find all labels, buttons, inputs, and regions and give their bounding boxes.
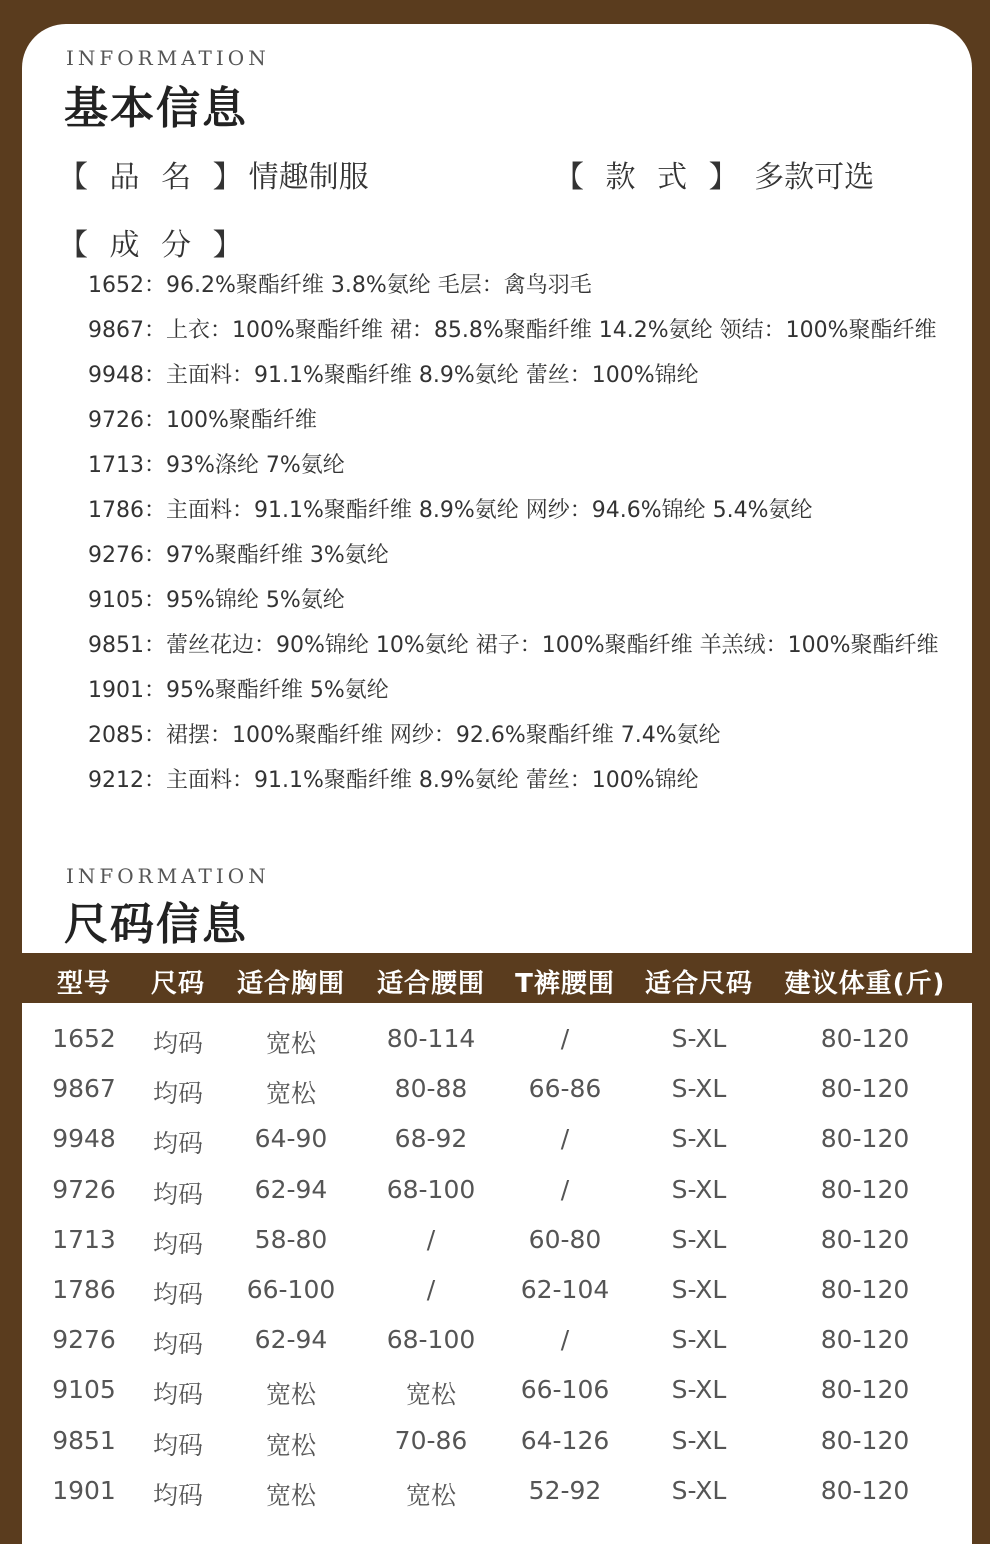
cell-weight: 80-120 <box>820 1174 910 1204</box>
cell-tback-waist: 64-126 <box>520 1425 610 1455</box>
cell-fit-size: S-XL <box>671 1425 727 1455</box>
cell-weight: 80-120 <box>820 1024 910 1053</box>
table-row <box>0 1317 990 1367</box>
product-name-label: 【 品 名 】 <box>58 160 249 195</box>
header-model: 型号 <box>56 969 112 999</box>
table-row <box>0 1267 990 1317</box>
cell-tback-waist: / <box>560 1325 570 1355</box>
composition-heading <box>58 220 249 264</box>
cell-waist: 68-100 <box>386 1325 476 1355</box>
cell-waist: / <box>426 1224 436 1254</box>
cell-model: 1652 <box>52 1024 116 1053</box>
cell-fit-size: S-XL <box>671 1274 727 1304</box>
size-info-title: 尺码信息 <box>64 899 248 950</box>
composition-item: 1786：主面料：91.1%聚酯纤维 8.9%氨纶 网纱：94.6%锦纶 5.4%氨纶 <box>88 498 813 523</box>
cell-size: 均码 <box>152 1029 204 1058</box>
cell-tback-waist: 66-106 <box>520 1375 610 1405</box>
cell-bust: 64-90 <box>254 1124 328 1154</box>
cell-bust: 宽松 <box>265 1430 317 1460</box>
cell-size: 均码 <box>152 1179 204 1209</box>
cell-size: 均码 <box>152 1480 204 1510</box>
table-row <box>0 1367 990 1417</box>
cell-size: 均码 <box>152 1330 204 1360</box>
composition-item: 1901：95%聚酯纤维 5%氨纶 <box>88 678 389 703</box>
table-row <box>0 1468 990 1518</box>
composition-item: 9726：100%聚酯纤维 <box>88 408 317 433</box>
composition-item: 9276：97%聚酯纤维 3%氨纶 <box>88 543 389 568</box>
cell-fit-size: S-XL <box>671 1124 727 1154</box>
cell-weight: 80-120 <box>820 1124 910 1154</box>
cell-tback-waist: 62-104 <box>520 1274 610 1304</box>
header-fit-size: 适合尺码 <box>644 969 754 999</box>
cell-weight: 80-120 <box>820 1325 910 1355</box>
cell-waist: 68-92 <box>394 1124 468 1154</box>
cell-model: 1713 <box>52 1224 116 1254</box>
cell-bust: 62-94 <box>254 1174 328 1204</box>
cell-bust: 58-80 <box>254 1224 328 1254</box>
cell-tback-waist: 52-92 <box>528 1475 602 1505</box>
cell-waist: / <box>426 1274 436 1304</box>
composition-list <box>88 270 968 810</box>
cell-fit-size: S-XL <box>671 1475 727 1505</box>
cell-model: 1901 <box>52 1475 116 1505</box>
cell-weight: 80-120 <box>820 1274 910 1304</box>
table-row <box>0 1418 990 1468</box>
cell-fit-size: S-XL <box>671 1074 727 1104</box>
table-row <box>0 1167 990 1217</box>
cell-tback-waist: 60-80 <box>528 1224 602 1254</box>
cell-bust: 宽松 <box>265 1079 317 1109</box>
composition-item: 1713：93%涤纶 7%氨纶 <box>88 453 345 478</box>
header-bust: 适合胸围 <box>236 969 346 999</box>
cell-waist: 80-114 <box>386 1024 476 1053</box>
composition-item: 9212：主面料：91.1%聚酯纤维 8.9%氨纶 蕾丝：100%锦纶 <box>88 768 699 793</box>
composition-item: 9851：蕾丝花边：90%锦纶 10%氨纶 裙子：100%聚酯纤维 羊羔绒：100%聚酯纤维 <box>88 633 939 658</box>
cell-bust: 宽松 <box>265 1029 317 1058</box>
style-value: 多款可选 <box>754 160 875 195</box>
cell-model: 9867 <box>52 1074 116 1104</box>
cell-size: 均码 <box>152 1279 204 1309</box>
cell-size: 均码 <box>152 1129 204 1159</box>
size-info-eyebrow: INFORMATION <box>66 864 270 888</box>
basic-info-eyebrow: INFORMATION <box>66 46 270 70</box>
cell-fit-size: S-XL <box>671 1174 727 1204</box>
composition-item: 9867：上衣：100%聚酯纤维 裙：85.8%聚酯纤维 14.2%氨纶 领结：100%聚酯纤维 <box>88 318 937 343</box>
cell-model: 9948 <box>52 1124 116 1154</box>
product-name-field <box>58 152 369 196</box>
header-size: 尺码 <box>150 969 206 999</box>
cell-tback-waist: / <box>560 1024 570 1053</box>
size-table-body <box>0 1016 990 1518</box>
cell-weight: 80-120 <box>820 1375 910 1405</box>
header-waist: 适合腰围 <box>376 969 486 999</box>
cell-weight: 80-120 <box>820 1425 910 1455</box>
cell-model: 9726 <box>52 1174 116 1204</box>
basic-info-title: 基本信息 <box>64 83 248 134</box>
cell-waist: 宽松 <box>405 1480 457 1510</box>
product-name-value: 情趣制服 <box>248 160 369 195</box>
cell-model: 9105 <box>52 1375 116 1405</box>
table-row <box>0 1116 990 1166</box>
cell-fit-size: S-XL <box>671 1375 727 1405</box>
cell-waist: 68-100 <box>386 1174 476 1204</box>
cell-fit-size: S-XL <box>671 1024 727 1053</box>
cell-size: 均码 <box>152 1079 204 1109</box>
table-row <box>0 1217 990 1267</box>
cell-size: 均码 <box>152 1430 204 1460</box>
cell-weight: 80-120 <box>820 1475 910 1505</box>
style-field <box>554 152 874 196</box>
composition-item: 2085：裙摆：100%聚酯纤维 网纱：92.6%聚酯纤维 7.4%氨纶 <box>88 723 721 748</box>
cell-model: 9851 <box>52 1425 116 1455</box>
cell-bust: 62-94 <box>254 1325 328 1355</box>
composition-item: 1652：96.2%聚酯纤维 3.8%氨纶 毛层：禽鸟羽毛 <box>88 273 592 298</box>
size-table-header <box>0 953 990 1003</box>
cell-fit-size: S-XL <box>671 1224 727 1254</box>
style-label: 【 款 式 】 <box>554 160 745 195</box>
cell-weight: 80-120 <box>820 1224 910 1254</box>
cell-waist: 宽松 <box>405 1380 457 1410</box>
cell-waist: 80-88 <box>394 1074 468 1104</box>
cell-bust: 宽松 <box>265 1480 317 1510</box>
cell-model: 1786 <box>52 1274 116 1304</box>
header-weight: 建议体重(斤) <box>784 969 946 999</box>
cell-size: 均码 <box>152 1380 204 1410</box>
header-tback-waist: T裤腰围 <box>515 969 615 999</box>
cell-tback-waist: / <box>560 1174 570 1204</box>
cell-weight: 80-120 <box>820 1074 910 1104</box>
composition-label: 【 成 分 】 <box>58 228 249 263</box>
cell-size: 均码 <box>152 1229 204 1259</box>
cell-waist: 70-86 <box>394 1425 468 1455</box>
cell-tback-waist: 66-86 <box>528 1074 602 1104</box>
cell-tback-waist: / <box>560 1124 570 1154</box>
cell-bust: 66-100 <box>246 1274 336 1304</box>
table-row <box>0 1016 990 1066</box>
table-row <box>0 1066 990 1116</box>
composition-item: 9105：95%锦纶 5%氨纶 <box>88 588 345 613</box>
cell-fit-size: S-XL <box>671 1325 727 1355</box>
composition-item: 9948：主面料：91.1%聚酯纤维 8.9%氨纶 蕾丝：100%锦纶 <box>88 363 699 388</box>
cell-bust: 宽松 <box>265 1380 317 1410</box>
cell-model: 9276 <box>52 1325 116 1355</box>
